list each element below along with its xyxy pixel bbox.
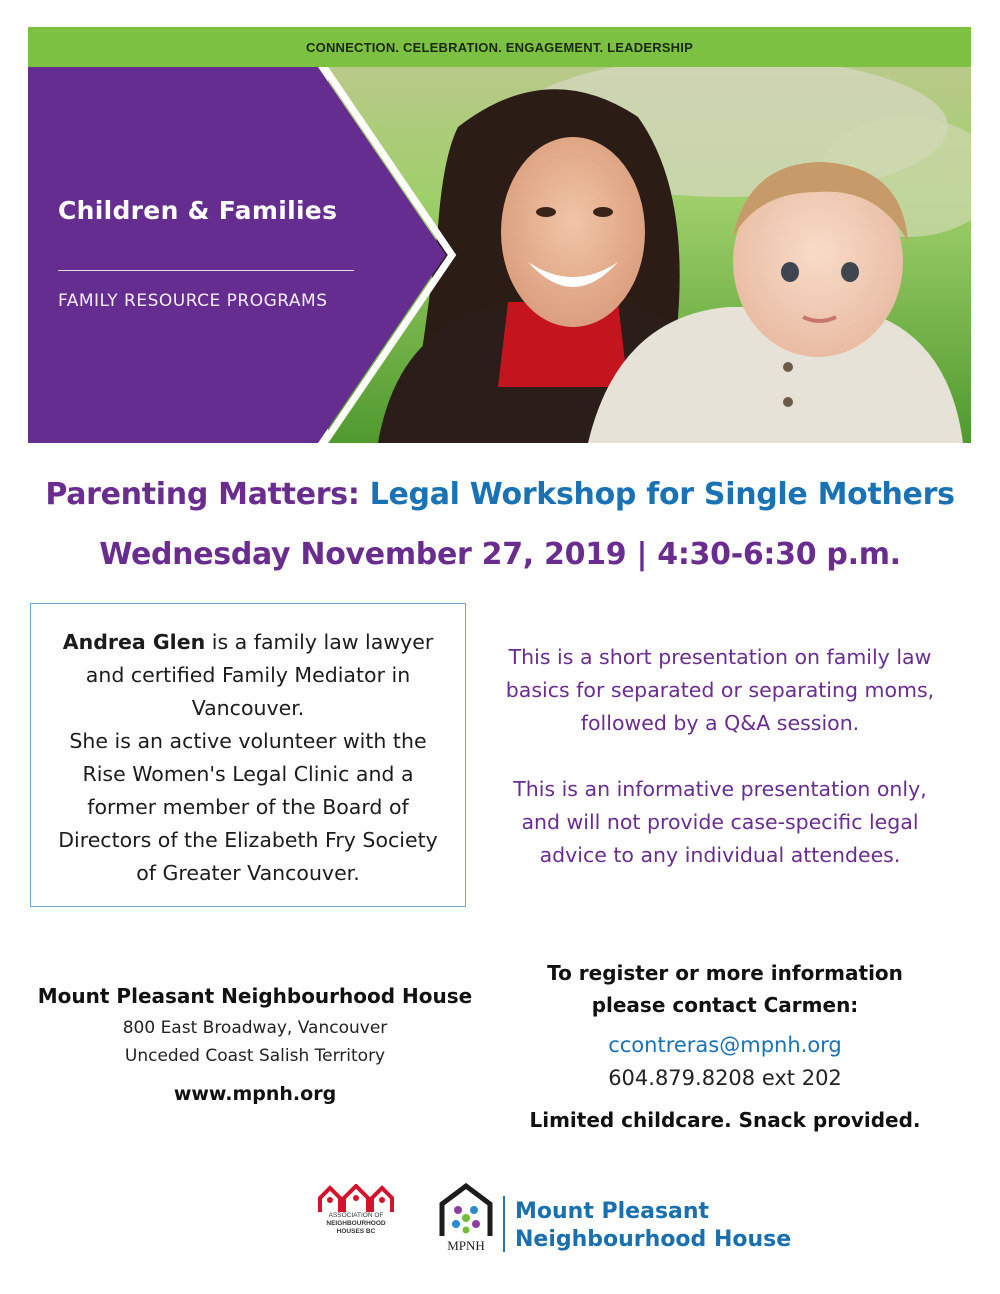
register-heading-line: To register or more information bbox=[547, 961, 903, 985]
mpnh-house-icon bbox=[436, 1182, 496, 1238]
logo-divider bbox=[503, 1196, 505, 1252]
tagline-text: CONNECTION. CELEBRATION. ENGAGEMENT. LEADERSHIP bbox=[306, 39, 693, 55]
tagline-bar bbox=[28, 27, 971, 67]
register-heading bbox=[470, 957, 980, 1021]
contact-email-link[interactable]: ccontreras@mpnh.org bbox=[608, 1033, 842, 1057]
bio-line: Directors of the Elizabeth Fry Society bbox=[58, 828, 438, 852]
event-date-time: Wednesday November 27, 2019 | 4:30-6:30 p.m. bbox=[99, 537, 901, 572]
headline-title: Legal Workshop for Single Mothers bbox=[369, 477, 955, 512]
description-paragraph-2 bbox=[488, 773, 952, 872]
speaker-bio-box bbox=[30, 603, 466, 907]
speaker-name: Andrea Glen bbox=[62, 630, 206, 654]
bio-line bbox=[31, 626, 465, 659]
venue-website-link[interactable]: www.mpnh.org bbox=[173, 1083, 337, 1105]
bio-line: She is an active volunteer with the bbox=[69, 729, 427, 753]
hero-subtitle: FAMILY RESOURCE PROGRAMS bbox=[58, 291, 328, 311]
hero-graphic bbox=[28, 67, 971, 443]
hero-title: Children & Families bbox=[58, 196, 338, 225]
mpnh-abbreviation: MPNH bbox=[447, 1238, 485, 1253]
description-line: followed by a Q&A session. bbox=[580, 711, 860, 735]
description-line: advice to any individual attendees. bbox=[539, 843, 901, 867]
description-line: basics for separated or separating moms, bbox=[505, 678, 935, 702]
mpnh-logo-name bbox=[515, 1198, 791, 1254]
description-line: This is a short presentation on family law bbox=[508, 645, 932, 669]
anh-houses-icon bbox=[316, 1184, 396, 1214]
description-line: This is an informative presentation only, bbox=[513, 777, 927, 801]
hero-divider bbox=[58, 270, 354, 271]
register-heading-line: please contact Carmen: bbox=[591, 993, 859, 1017]
venue-name: Mount Pleasant Neighbourhood House bbox=[37, 984, 473, 1008]
childcare-note: Limited childcare. Snack provided. bbox=[529, 1108, 921, 1132]
mpnh-name-line: Mount Pleasant bbox=[515, 1199, 710, 1224]
description-paragraph-1 bbox=[488, 641, 952, 740]
contact-phone: 604.879.8208 ext 202 bbox=[608, 1066, 842, 1090]
anh-logo-text bbox=[306, 1212, 406, 1236]
anh-text-line: ASSOCIATION OF bbox=[328, 1212, 384, 1219]
anh-text-line: NEIGHBOURHOOD bbox=[326, 1220, 386, 1227]
description-line: and will not provide case-specific legal bbox=[521, 810, 919, 834]
bio-text: is a family law lawyer bbox=[211, 630, 434, 654]
venue-territory: Unceded Coast Salish Territory bbox=[124, 1046, 386, 1066]
bio-line: former member of the Board of bbox=[87, 795, 409, 819]
bio-line: Vancouver. bbox=[191, 696, 305, 720]
event-headline bbox=[0, 477, 1000, 512]
headline-series: Parenting Matters: bbox=[45, 477, 360, 512]
anh-text-line: HOUSES BC bbox=[336, 1228, 376, 1235]
bio-line: of Greater Vancouver. bbox=[136, 861, 360, 885]
bio-line: Rise Women's Legal Clinic and a bbox=[82, 762, 414, 786]
hero-banner bbox=[28, 67, 971, 443]
bio-line: and certified Family Mediator in bbox=[85, 663, 411, 687]
mpnh-name-line: Neighbourhood House bbox=[515, 1227, 792, 1252]
venue-address: 800 East Broadway, Vancouver bbox=[122, 1018, 388, 1038]
